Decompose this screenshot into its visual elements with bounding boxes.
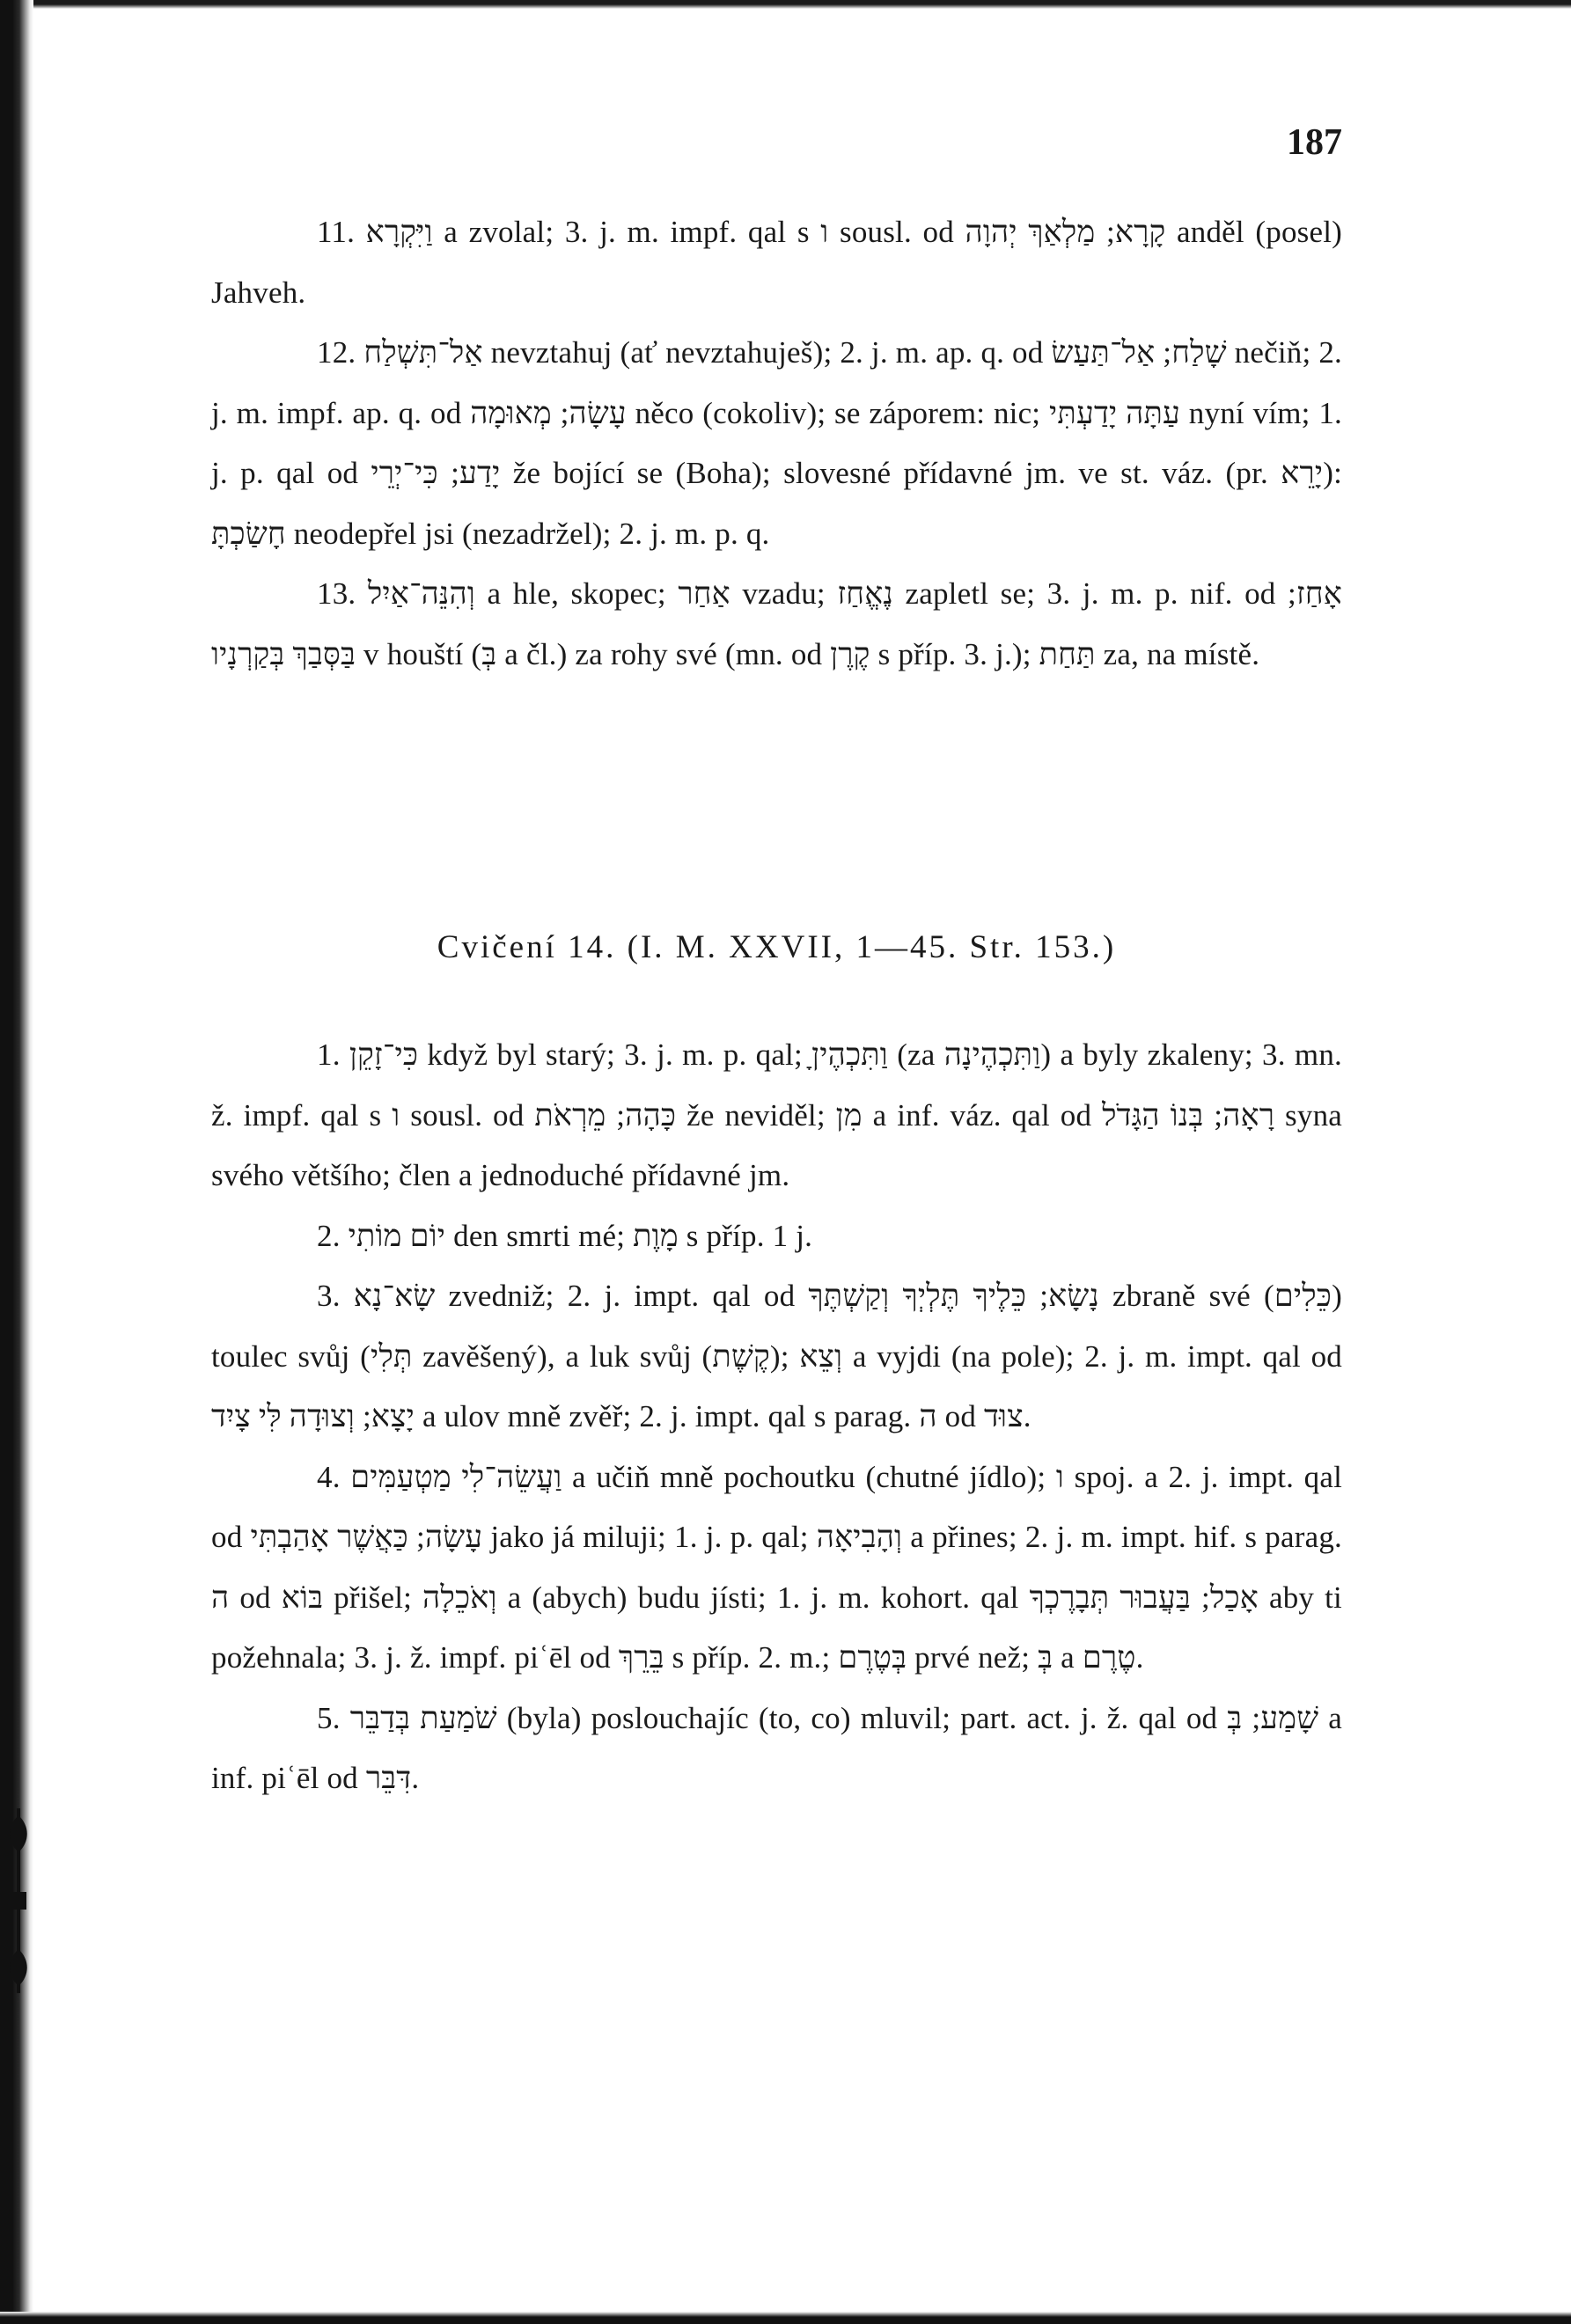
page-number: 187 xyxy=(1287,122,1342,163)
vocab-entry-12: 12. אַל־תִּשְׁלַח nevztahuj (ať nevztahuješ); 2. j. m. ap. q. od שָׁלַח; אַל־תַּעַשׂ nečiň; 2. j. m. impf. ap. q. od עָשָׂה; מְאוּמָה něco (cokoliv); se záporem: nic; עַתָּה יָדַעְתִּי nyní vím; 1. j. p. qal od יָדַע; כִּי־יְרֵי že bojící se (Boha); slovesné přídavné jm. ve st. váz. (pr. יָרֵא): חָשַׂכְתָּ neodepřel jsi (nezadržel); 2. j. m. p. q. xyxy=(211,335,1343,551)
vocab-entry-13: 13. וְהִנֵּה־אַיִל a hle, skopec; אַחַר vzadu; נֶאֱחַז zapletl se; 3. j. m. p. nif. od אָחַז; בַּסְּבַךְ בְּקַרְנָיו v houští (בְּ a čl.) za rohy své (mn. od קֶרֶן s příp. 3. j.); תַּחַת za, na místě. xyxy=(211,576,1342,671)
vocab-entry-3: 3. שָׂא־נָא zvedniž; 2. j. impt. qal od נָשָׂא; כֵּלֶיךָ תֶּלְיְךָ וְקַשְׁתֶּךָ zbraně své (כֵּלִים) toulec svůj (תְּלִי zavěšený), a luk svůj (קֶשֶׁת); וְצֵא a vyjdi (na pole); 2. j. m. impt. qal od יָצָא; וְצוּדָה לִּי צָיִד a ulov mně zvěř; 2. j. impt. qal s parag. ה od צוּד. xyxy=(211,1279,1342,1433)
vocabulary-section-b xyxy=(211,1025,1342,1809)
vocab-entry-4: 4. וַעֲשֵׂה־לִי מַטְעַמִּים a učiň mně pochoutku (chutné jídlo); ו spoj. a 2. j. impt. qal od עָשָׂה; כַּאֲשֶׁר אָהַבְתִּי jako já miluji; 1. j. p. qal; וְהָבִיאָה a přines; 2. j. m. impt. hif. s parag. ה od בּוֹא přišel; וְאֹכֵלָה a (abych) budu jísti; 1. j. m. kohort. qal אָכַל; בַּעֲבוּר תְּבָרֶכְךָ aby ti požehnala; 3. j. ž. impf. piʿēl od בֵּרֵךְ s příp. 2. m.; בְּטֶרֶם prvé než; בְּ a טֶרֶם. xyxy=(211,1459,1342,1675)
vocab-entry-1: 1. כִּי־זָקֵן když byl starý; 3. j. m. p. qal; וַתִּכְהֶיןָ (za וַתִּכְהֶינָה) a byly zkaleny; 3. mn. ž. impf. qal s ו sousl. od כָּהָה; מֵרְאֹת že neviděl; מִן a inf. váz. qal od רָאָה; בְּנוֹ הַגָּדֹל syna svého většího; člen a jednoduché přídavné jm. xyxy=(211,1037,1343,1192)
scan-edge-top xyxy=(0,0,1571,9)
vocab-entry-11: 11. וַיִּקְרָא a zvolal; 3. j. m. impf. qal s ו sousl. od קָרָא; מַלְאַךְ יְהוָה anděl (posel) Jahveh. xyxy=(211,215,1342,310)
binding-ornament-icon xyxy=(5,1808,32,1993)
scan-edge-bottom xyxy=(0,2312,1571,2324)
exercise-heading: Cvičení 14. (I. M. XXVII, 1—45. Str. 153.) xyxy=(437,929,1117,965)
vocab-entry-2: 2. יוֹם מוֹתִי den smrti mé; מָוֶת s příp. 1 j. xyxy=(317,1218,813,1253)
vocabulary-section-a xyxy=(211,202,1342,685)
vocab-entry-5: 5. שֹׁמַעַת בְּדַבֵּר (byla) poslouchajíc (to, co) mluvil; part. act. j. ž. qal od שָׁמַע; בְּ a inf. piʿēl od דִּבֵּר. xyxy=(211,1700,1342,1795)
